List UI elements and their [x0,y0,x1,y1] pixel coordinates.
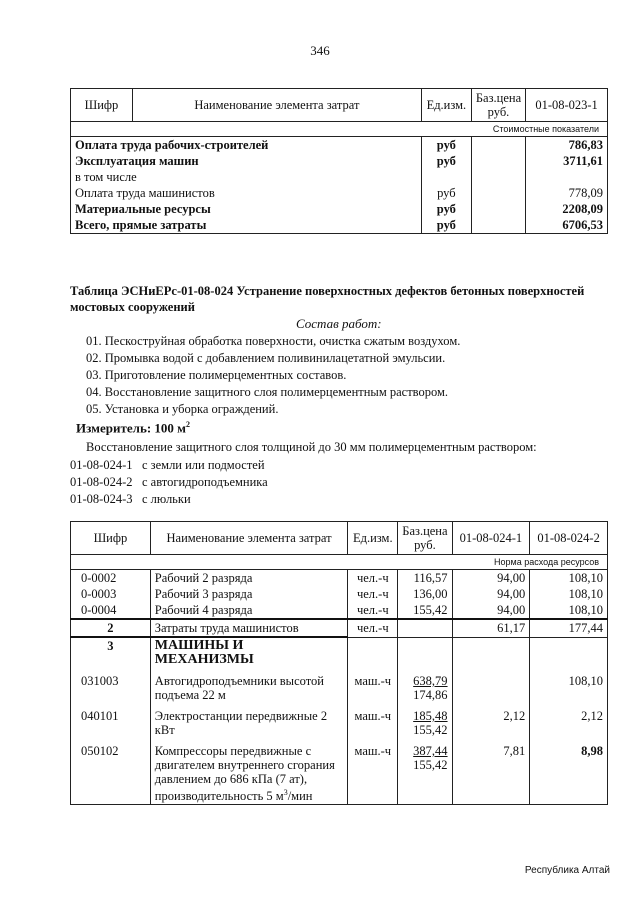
table-row [71,619,608,637]
row-v2: 2,12 [530,703,608,738]
row-name [150,738,348,805]
price-bottom: 174,86 [413,688,448,702]
row-v2: 177,44 [530,619,608,637]
table-row [71,169,608,185]
row-unit: чел.-ч [348,619,398,637]
table-row [71,637,608,668]
table-row [71,703,608,738]
variant-text: с люльки [142,492,191,506]
price-top: 387,44 [413,744,448,758]
table-row [71,570,608,587]
row-price: 155,42 [398,602,452,619]
row-name: Рабочий 4 разряда [150,602,348,619]
name-text: производительность 5 м [154,789,284,804]
row-price [398,738,452,805]
cost-indicators-table [70,88,608,234]
row-v2: 108,10 [530,586,608,602]
row-unit: маш.-ч [348,738,398,805]
variant-item [70,474,470,491]
row-unit: чел.-ч [348,602,398,619]
row-code: 0-0004 [71,602,151,619]
price-bottom: 155,42 [413,723,448,737]
row-value: 778,09 [526,185,608,201]
header-name: Наименование элемента затрат [150,522,348,555]
row-price [471,217,525,234]
variant-code: 01-08-024-1 [70,458,133,472]
row-price [471,153,525,169]
row-name: Затраты труда машинистов [150,619,348,637]
price-top: 185,48 [413,709,448,723]
footer-region: Республика Алтай [524,865,610,876]
table-row [71,185,608,201]
name-line: давлением до 686 кПа (7 ат), [154,772,308,786]
variant-text: с автогидроподъемника [142,475,268,489]
row-v1: 94,00 [452,570,530,587]
row-name: Материальные ресурсы [71,201,422,217]
row-code: 2 [71,619,151,637]
row-price [471,185,525,201]
description: Восстановление защитного слоя толщиной до 30 мм полимерцементным раствором: [86,440,537,454]
table-row [71,137,608,154]
row-v1: 94,00 [452,586,530,602]
row-price [471,169,525,185]
variant-code: 01-08-024-2 [70,475,133,489]
table-row [71,738,608,805]
row-value: 786,83 [526,137,608,154]
row-code: 3 [71,637,151,668]
row-unit: руб [421,201,471,217]
variant-code: 01-08-024-3 [70,492,133,506]
table-row [71,602,608,619]
row-price [398,637,452,668]
name-line: Компрессоры передвижные с [154,744,312,758]
row-v2: 108,10 [530,602,608,619]
row-code: 050102 [71,738,151,805]
row-unit: руб [421,137,471,154]
row-name: в том числе [71,169,422,185]
row-code: 0-0002 [71,570,151,587]
row-price: 136,00 [398,586,452,602]
header-code: Шифр [71,89,133,122]
table-row [71,201,608,217]
row-v1: 61,17 [452,619,530,637]
row-price [398,703,452,738]
table-row [71,586,608,602]
row-v2: 108,10 [530,570,608,587]
header-unit: Ед.изм. [348,522,398,555]
row-price [398,668,452,703]
header-col2: 01-08-024-2 [530,522,608,555]
row-v1: 2,12 [452,703,530,738]
name-line: Автогидроподъемники высотой [154,674,324,688]
row-price: 116,57 [398,570,452,587]
row-code: 040101 [71,703,151,738]
row-unit: чел.-ч [348,570,398,587]
name-line: двигателем внутреннего сгорания [154,758,335,772]
row-v1 [452,668,530,703]
row-unit: чел.-ч [348,586,398,602]
name-line [155,786,344,803]
header-name: Наименование элемента затрат [132,89,421,122]
row-value: 3711,61 [526,153,608,169]
row-price [471,201,525,217]
row-v1: 94,00 [452,602,530,619]
row-price [471,137,525,154]
row-code: 031003 [71,668,151,703]
work-item: 04. Восстановление защитного слоя полимерцементным раствором. [86,385,449,399]
row-unit [348,637,398,668]
meter-label: Измеритель: 100 $м^2$ [76,420,191,436]
row-unit: маш.-ч [348,703,398,738]
name-text: /мин [287,789,313,804]
row-name [150,668,348,703]
row-unit: руб [421,217,471,234]
header-price: Баз.цена руб. [471,89,525,122]
variant-item [70,491,470,508]
row-name: Эксплуатация машин [71,153,422,169]
row-name: Рабочий 2 разряда [150,570,348,587]
row-v2 [530,637,608,668]
variants-list [70,457,470,508]
price-bottom: 155,42 [413,758,448,772]
header-price: Баз.цена руб. [398,522,452,555]
work-item: 03. Приготовление полимерцементных составов. [86,368,347,382]
row-name: Оплата труда машинистов [71,185,422,201]
work-item: 02. Промывка водой с добавлением поливинилацетатной эмульсии. [86,351,446,365]
row-name: МАШИНЫ И МЕХАНИЗМЫ [150,637,348,668]
section-title-line2: мостовых сооружений [70,300,195,314]
header-col1: 01-08-024-1 [452,522,530,555]
header-col: 01-08-023-1 [526,89,608,122]
table-row [71,217,608,234]
row-unit: маш.-ч [348,668,398,703]
table-row [71,153,608,169]
page-number: 346 [310,43,330,58]
row-name: Оплата труда рабочих-строителей [71,137,422,154]
row-unit [421,169,471,185]
row-name: Всего, прямые затраты [71,217,422,234]
resources-table [70,521,608,805]
variant-item [70,457,470,474]
header-code: Шифр [71,522,151,555]
work-item: 05. Установка и уборка ограждений. [86,402,279,416]
variant-text: с земли или подмостей [142,458,265,472]
row-value: 6706,53 [526,217,608,234]
table-row [71,668,608,703]
composition-title: Состав работ: [296,316,382,331]
row-unit: руб [421,153,471,169]
row-unit: руб [421,185,471,201]
name-line: Электростанции передвижные 2 кВт [154,709,328,737]
subheader: Норма расхода ресурсов [71,555,608,570]
row-v1: 7,81 [452,738,530,805]
row-code: 0-0003 [71,586,151,602]
row-v2: 108,10 [530,668,608,703]
works-list [86,333,606,418]
name-sup: 3 [283,788,288,797]
work-item: 01. Пескоструйная обработка поверхности, очистка сжатым воздухом. [86,334,461,348]
row-name: Рабочий 3 разряда [150,586,348,602]
row-value [526,169,608,185]
row-v1 [452,637,530,668]
row-value: 2208,09 [526,201,608,217]
row-price [398,619,452,637]
row-name [150,703,348,738]
subheader: Стоимостные показатели [71,122,608,137]
name-line: подъема 22 м [154,688,226,702]
header-unit: Ед.изм. [421,89,471,122]
section-title-line1: Таблица ЭСНиЕРс-01-08-024 Устранение поверхностных дефектов бетонных поверхностей [70,284,585,298]
row-v2: 8,98 [530,738,608,805]
price-top: 638,79 [413,674,448,688]
